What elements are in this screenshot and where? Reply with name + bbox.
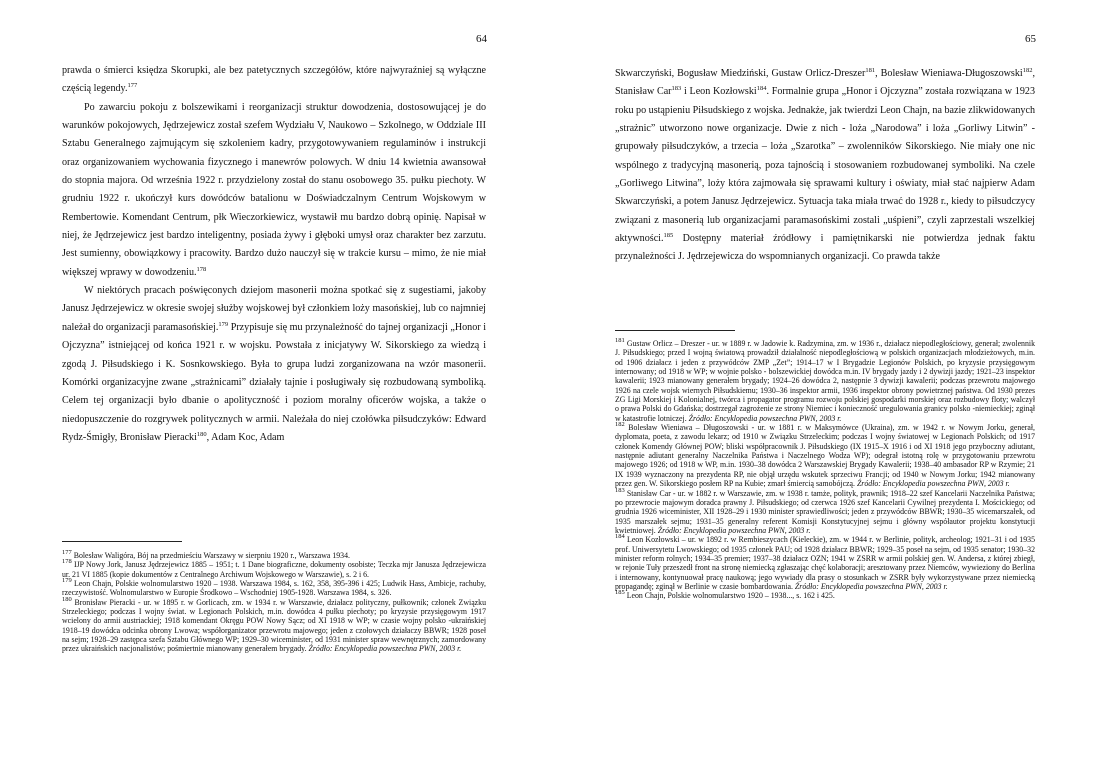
- text-run: , Bolesław Wieniawa-Długoszowski: [875, 68, 1023, 79]
- footnote: [615, 591, 1035, 600]
- text-run: Bolesław Waligóra, Bój na przedmieściu Warszawy w sierpniu 1920 r., Warszawa 1934.: [71, 551, 350, 560]
- footnote-ref: 178: [62, 558, 72, 566]
- text-run: W niektórych pracach poświęconych dziejom masonerii można spotkać się z sugestiami, jakoby Janusz Jędrzejewicz w okresie swojej służby wojskowej był członkiem loży masońskiej, lub co najmniej należał do organizacji paramasońskiej.: [62, 285, 486, 333]
- body-text: [615, 65, 1035, 267]
- text-run: Po zawarciu pokoju z bolszewikami i reorganizacji struktur dowodzenia, dostosowującej je do warunków pokojowych, Jędrzejewicz został szefem Wydziału V, Naukowo – Szkolnego, w Oddziale III Sztabu Generalnego zajmującym się szkoleniem kadry, przygotowywaniem regulaminów i instrukcji oraz organizowaniem wychowania fizycznego i manewrów polowych. W dniu 14 kwietnia awansował do stopnia majora. Od września 1922 r. przydzielony został do stanu osobowego 35. pułku piechoty. W grudniu 1922 r. ukończył kurs dowódców batalionu w Doświadczalnym Centrum Wojskowym w Rembertowie. Komendant Centrum, płk Wieczorkiewicz, wystawił mu bardzo dobrą opinię. Napisał w niej, że Jędrzejewicz jest bardzo inteligentny, posiada żywy i głęboki umysł oraz charakter bez zarzutu. Jest sumienny, obowiązkowy i pracowity. Bardzo dużo nauczył się w trakcie kursu – mimo, że nie miał większej wprawy w dowodzeniu.: [62, 101, 486, 278]
- text-run: IJP Nowy Jork, Janusz Jędrzejewicz 1885 – 1951; t. 1 Dane biograficzne, dokumenty osobiste; Teczka mjr Janusza Jędrzejewicza ur. 21 VI 1885 (kopie dokumentów z Centralnego Archiwum Wojskowego w Warszawie), s. 2 i 6.: [62, 560, 486, 579]
- source-citation: Źródło: Encyklopedia powszechna PWN, 2003 r.: [856, 479, 1010, 489]
- text-run: Stanisław Car - ur. w 1882 r. w Warszawie, zm. w 1938 r. tamże, polityk, prawnik; 1918–22 szef Kancelarii Naczelnika Państwa; po przewrocie majowym doradca prawny J. Piłsudskiego; od czerwca 1926 szef Kancelarii Cywilnej prezydenta I. Mościckiego; od grudnia 1926 wiceminister, XII 1928–29 i 1930 minister sprawiedliwości; jeden z przywódców BBWR; 1930–35 wicemarszałek, od 1935 marszałek sejmu; 1931–35 generalny referent Komisji Konstytucyjnej sejmu i główny współautor projektu konstytucji kwietniowej.: [615, 488, 1035, 535]
- paragraph: [615, 65, 1035, 267]
- text-run: prawda o śmierci księdza Skorupki, ale bez patetycznych szczegółów, które najwyraźniej są wyłączne częścią legendy.: [62, 65, 486, 95]
- footnote-ref: 183: [615, 486, 625, 494]
- source-citation: Źródło: Encyklopedia powszechna PWN, 2003 r.: [794, 581, 948, 591]
- footnotes: [62, 551, 486, 654]
- source-citation: Źródło: Encyklopedia powszechna PWN, 2003 r.: [308, 644, 462, 654]
- footnote-ref: 181: [865, 67, 876, 74]
- footnote: [615, 423, 1035, 488]
- page-number: 64: [476, 33, 487, 45]
- text-run: Leon Chajn, Polskie wolnomularstwo 1920 – 1938..., s. 162 i 425.: [624, 591, 835, 601]
- text-run: Leon Kozłowski – ur. w 1892 r. w Rembieszycach (Kieleckie), zm. w 1944 r. w Berlinie, polityk, archeolog; 1921–31 i od 1935 prof. Uniwersytetu Lwowskiego; od 1935 członek PAU; od 1928 działacz BBWR; 1929–35 poseł na sejm, od 1935 senator; 1930–32 minister reform rolnych; 1934–35 premier; 1937–38 działacz OZN; 1941 w ZSRR w armii polskiej gen. W. Andersa, z której zbiegł, w rejonie Tuły przeszedł front na stronę niemiecką zgłaszając chęć kolaboracji; aresztowany przez Niemców, wywieziony do Berlina i internowany, kontynuował pracę naukową; jego wywiady dla prasy o stosunkach w ZSRR były wykorzystywane przez niemiecką propagandę; zginął w Berlinie w czasie bombardowania.: [615, 535, 1035, 591]
- text-run: Dostępny materiał źródłowy i pamiętnikarski nie potwierdza jednak faktu przynależności J. Jędrzejewicza do wspomnianych organizacji. Co prawda także: [615, 233, 1035, 263]
- footnote-ref: 178: [196, 265, 207, 273]
- footnote-ref: 177: [62, 549, 72, 556]
- footnotes: [615, 339, 1035, 601]
- footnote-ref: 180: [196, 430, 207, 438]
- source-citation: Źródło: Encyklopedia powszechna PWN, 2003 r.: [657, 525, 811, 535]
- text-run: , Stanisław Car: [615, 68, 1035, 98]
- footnote: [615, 339, 1035, 423]
- right-page: [550, 0, 1100, 778]
- footnote: [62, 595, 486, 654]
- footnote-ref: 183: [671, 85, 682, 93]
- body-text: [62, 62, 486, 447]
- text-run: Leon Chajn, Polskie wolnomularstwo 1920 – 1938. Warszawa 1984, s. 162, 358, 395-396 i 425; Ludwik Hass, Ambicje, rachuby, rzeczywistość. Wolnomularstwo w Europie Środkowo – Wschodniej 1905-1928. Warszawa 1984, s. 326.: [62, 579, 486, 598]
- source-citation: Źródło: Encyklopedia powszechna PWN, 2003 r.: [688, 413, 842, 423]
- footnote-ref: 179: [62, 577, 72, 585]
- page-number: 65: [1025, 33, 1036, 45]
- text-run: Bolesław Wieniawa – Długoszowski - ur. w 1881 r. w Maksymówce (Ukraina), zm. w 1942 r. w Nowym Jorku, generał, dyplomata, poeta, z zawodu lekarz; od 1910 w Związku Strzeleckim; podczas I wojny światowej w Legionach Polskich; od 1917 członek Komendy Głównej POW; bliski współpracownik J. Piłsudskiego (IX 1915–X 1916 i od XI 1918 jego przyboczny adiutant, następnie adiutant generalny Naczelnika Państwa i Naczelnego Wodza WP); odegrał istotną rolę w przygotowaniu przewrotu majowego 1926; od 1918 w WP, m.in. 1930–38 dowódca 2 Warszawskiej Brygady Kawalerii; 1938–40 ambasador RP w Rzymie; 21 IX 1939 wyznaczony na prezydenta RP, nie objął urzędu wskutek sprzeciwu Francji; od 1940 w Nowym Jorku; 1942 mianowany przez gen. W. Sikorskiego posłem RP na Kubie; zmarł śmiercią samobójczą.: [615, 423, 1035, 489]
- footnote: [615, 486, 1035, 536]
- footnote-ref: 180: [62, 595, 72, 603]
- text-run: Skwarczyński, Bogusław Miedziński, Gustaw Orlicz-Dreszer: [615, 68, 866, 79]
- footnote-ref: 182: [615, 421, 625, 429]
- text-run: , Adam Koc, Adam: [206, 431, 285, 443]
- text-run: i Leon Kozłowski: [681, 86, 757, 98]
- paragraph: [62, 62, 486, 99]
- footnote-separator: [615, 330, 735, 331]
- paragraph: [62, 282, 486, 447]
- footnote-ref: 182: [1022, 67, 1033, 74]
- text-run: . Formalnie grupa „Honor i Ojczyzna” została rozwiązana w 1923 roku po ustąpieniu Piłsudskiego z wojska. Jednakże, jak twierdzi Leon Chajn, na bazie zlikwidowanych „strażnic” utworzono nowe organizacje. Dwie z nich - loża „Narodowa” i loża „Gorliwy Litwin” - grupowały piłsudczyków, a trzecia – loża „Szarotka” – zwolenników Sikorskiego. Nie miały one nic wspólnego z tradycyjną masonerią, poza tajnością i stosowaniem rozbudowanej symboliki. Na czele „Gorliwego Litwina”, loży która zajmowała się sprawami kultury i oświaty, miał stać najpierw Adam Skwarczyński, a potem Janusz Jędrzejewicz. Sytuacja taka miała trwać do 1928 r., kiedy to piłsudczycy związani z masonerią lub organizacjami paramasońskimi zostali „uśpieni”, czyli zaprzestali wszelkiej aktywności.: [615, 86, 1035, 245]
- paragraph: [62, 99, 486, 282]
- text-run: Bronisław Pieracki - ur. w 1895 r. w Gorlicach, zm. w 1934 r. w Warszawie, działacz polityczny, pułkownik; członek Związku Strzeleckiego; podczas I wojny świat. w Legionach Polskich, m.in. dowódca 4 pułku piechoty; po kryzysie przysięgowym 1917 wcielony do armii austriackiej; 1918 komendant Okręgu POW Nowy Sącz; od XI 1918 w WP; w czasie wojny polsko -ukraińskiej 1918–19 dowódca odcinka obrony Lwowa; współorganizator przewrotu majowego; jeden z czołowych działaczy BBWR; 1928 poseł na sejm; 1928–29 zastępca szefa Sztabu Głównego WP; 1929–30 wiceminister, od 1931 minister spraw wewnętrznych; zamordowany przez ukraińskich nacjonalistów; pośmiertnie mianowany generałem brygady.: [62, 597, 486, 654]
- footnote-ref: 181: [615, 337, 625, 344]
- footnote-ref: 185: [663, 232, 674, 240]
- footnote: [62, 560, 486, 579]
- footnote-ref: 184: [756, 85, 767, 93]
- footnote-separator: [62, 541, 182, 542]
- text-run: Gustaw Orlicz – Dreszer - ur. w 1889 r. w Jadowie k. Radzymina, zm. w 1936 r., działacz niepodległościowy, generał; zwolennik J. Piłsudskiego; przed I wojną światową prowadził działalność niepodległościową w polskich organizacjach młodzieżowych, m.in. od 1906 działacz i jeden z przywódców ZMP „Zet”; 1914–17 w I Brygadzie Legionów Polskich, po kryzysie przysięgowym internowany; od 1918 w WP; w wojnie polsko - bolszewickiej dowódca m.in. IV brygady jazdy i 2 dywizji jazdy; 1921–23 inspektor kawalerii; 1923 mianowany generałem brygady; 1924–26 dowódca 2, następnie 3 dywizji kawalerii; podczas przewrotu majowego 1926 na czele wojsk wiernych Piłsudskiemu; 1930–36 inspektor armii, 1936 inspektor obrony powietrznej państwa. Od 1930 prezes ZG Ligi Morskiej i Kolonialnej, twórca i propagator programu rozwoju polskiej gospodarki morskiej oraz rozbudowy floty; walczył o prawa Polski do Gdańska; dostrzegał zagrożenie ze strony Niemiec i konieczność uregulowania granicy polsko -niemieckiej; zginął w katastrofie lotniczej.: [615, 339, 1035, 423]
- footnote: [615, 535, 1035, 591]
- footnote-ref: 185: [615, 589, 625, 597]
- footnote: [62, 551, 486, 560]
- footnote-ref: 179: [218, 320, 229, 328]
- footnote-ref: 184: [615, 533, 625, 541]
- footnote: [62, 579, 486, 598]
- footnote-ref: 177: [127, 82, 138, 90]
- text-run: Przypisuje się mu przynależność do tajnej organizacji „Honor i Ojczyzna” istniejącej od końca 1921 r. w wojsku. Powstała z inicjatywy W. Sikorskiego za wiedzą i zgodą J. Piłsudskiego i K. Sosnkowskiego. Była to grupa ludzi zorganizowana na wzór masonerii. Komórki organizacyjne zwane „strażnicami” działały tajnie i posługiwały się rozbudowaną symboliką. Celem tej organizacji było dbanie o apolityczność i poziom moralny oficerów wojska, a także o niedopuszczenie do rozgrywek politycznych w armii. Należała do niej czołówka piłsudczyków: Edward Rydz-Śmigły, Bronisław Pieracki: [62, 321, 487, 443]
